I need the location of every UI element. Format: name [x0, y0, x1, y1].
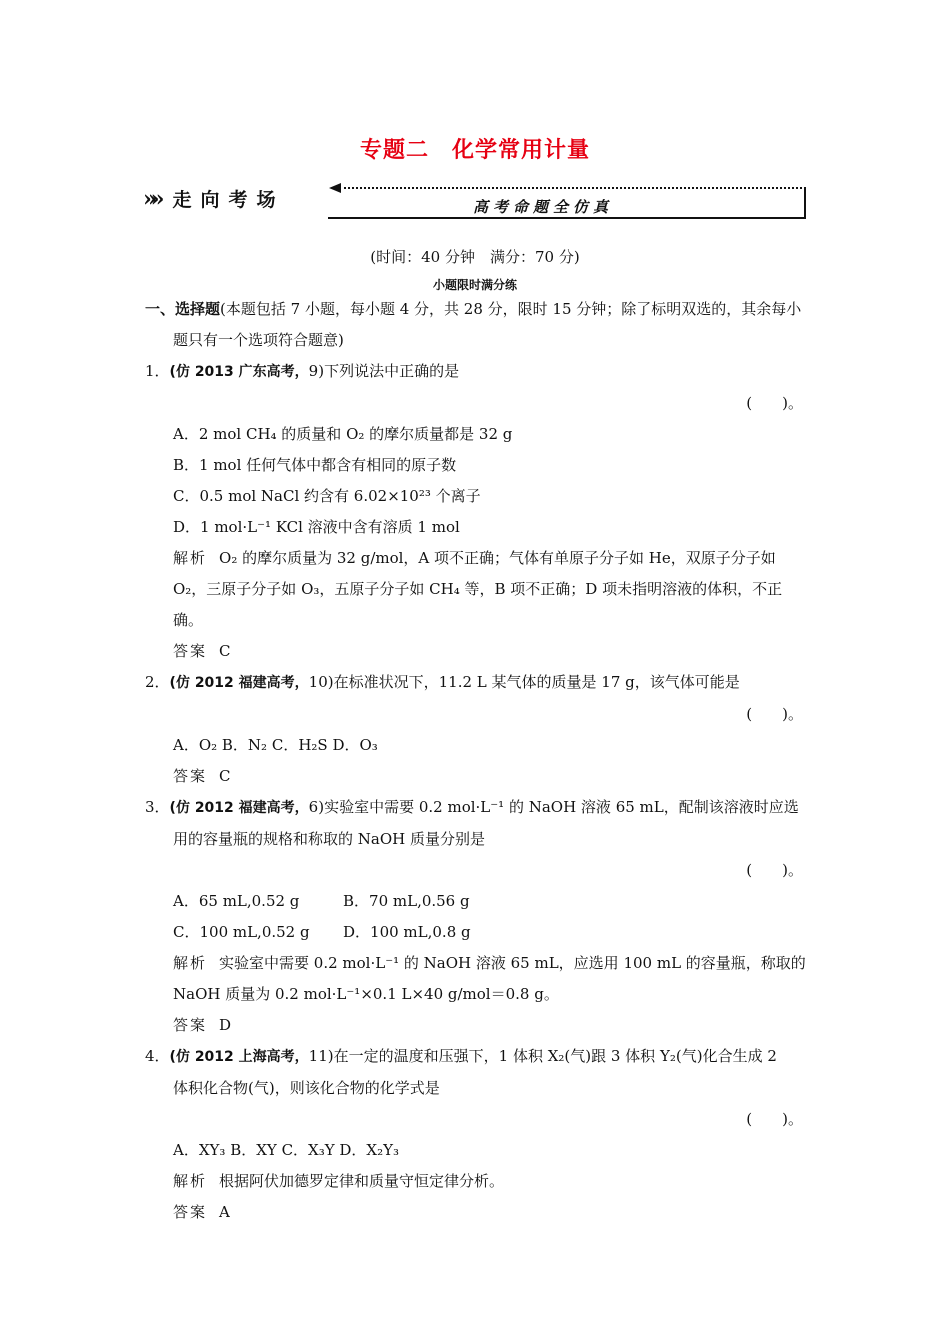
- question-3: [145, 792, 807, 824]
- question-text: 实验室中需要 0.2 mol·L⁻¹ 的 NaOH 溶液 65 mL，配制该溶液时应选: [324, 798, 799, 816]
- question-source-num: 11): [308, 1047, 334, 1065]
- question-text-cont: 用的容量瓶的规格和称取的 NaOH 质量分别是: [173, 830, 485, 848]
- page-title: 专题二 化学常用计量: [359, 137, 590, 163]
- question-source-num: 10): [308, 673, 334, 691]
- answer: [145, 636, 807, 667]
- banner-subtitle: 高考命题全仿真: [473, 198, 614, 216]
- banner-heading: [143, 185, 285, 212]
- question-number: 4．: [145, 1047, 170, 1065]
- analysis-cont: 确。: [173, 611, 204, 629]
- answer-value: C: [219, 642, 231, 660]
- answer-value: C: [219, 767, 231, 785]
- options-row: A．O₂ B．N₂ C．H₂S D．O₃: [173, 736, 378, 754]
- exam-meta: (时间：40 分钟 满分：70 分): [370, 248, 580, 266]
- answer-label: 答案: [173, 767, 208, 785]
- answer-label: 答案: [173, 1016, 208, 1034]
- section-desc-cont: 题只有一个选项符合题意): [173, 331, 344, 349]
- answer: [145, 1197, 807, 1228]
- analysis-label: 解析: [173, 1172, 208, 1190]
- answer-paren: ( )。: [746, 861, 803, 879]
- answer: [145, 1010, 807, 1041]
- analysis-text: 根据阿伏加德罗定律和质量守恒定律分析。: [219, 1172, 505, 1190]
- question-source: (仿 2012 福建高考，: [169, 800, 309, 816]
- option-a: A．2 mol CH₄ 的质量和 O₂ 的摩尔质量都是 32 g: [173, 425, 513, 443]
- answer-value: A: [219, 1203, 230, 1221]
- analysis-text: 实验室中需要 0.2 mol·L⁻¹ 的 NaOH 溶液 65 mL，应选用 100 mL 的容量瓶，称取的: [219, 954, 806, 972]
- answer-value: D: [219, 1016, 232, 1034]
- question-text: 在标准状况下，11.2 L 某气体的质量是 17 g，该气体可能是: [333, 673, 740, 691]
- section-heading: [145, 294, 807, 325]
- option-d: D．1 mol·L⁻¹ KCl 溶液中含有溶质 1 mol: [173, 518, 460, 536]
- answer-label: 答案: [173, 1203, 208, 1221]
- double-chevron-icon: »»: [143, 185, 159, 212]
- option-d: D．100 mL,0.8 g: [343, 923, 471, 941]
- option-b: B．1 mol 任何气体中都含有相同的原子数: [173, 456, 457, 474]
- question-text-cont: 体积化合物(气)，则该化合物的化学式是: [173, 1079, 440, 1097]
- question-list: [145, 294, 807, 1228]
- analysis-text: O₂ 的摩尔质量为 32 g/mol，A 项不正确；气体有单原子分子如 He，双原子分子如: [219, 549, 776, 567]
- question-source: (仿 2013 广东高考，: [169, 364, 309, 380]
- banner-title: 走向考场: [172, 189, 285, 211]
- options-row: A．XY₃ B．XY C．X₃Y D．X₂Y₃: [173, 1141, 400, 1159]
- answer-label: 答案: [173, 642, 208, 660]
- answer-paren: ( )。: [746, 1110, 803, 1128]
- option-c: C．0.5 mol NaCl 约含有 6.02×10²³ 个离子: [173, 487, 481, 505]
- question-4: [145, 1041, 807, 1073]
- question-number: 1．: [145, 362, 170, 380]
- section-title: 一、选择题: [145, 300, 221, 318]
- section-desc: (本题包括 7 小题，每小题 4 分，共 28 分，限时 15 分钟；除了标明双选的，其余每小: [220, 300, 802, 318]
- analysis: [145, 543, 807, 574]
- question-text: 在一定的温度和压强下，1 体积 X₂(气)跟 3 体积 Y₂(气)化合生成 2: [333, 1047, 777, 1065]
- analysis: [145, 948, 807, 979]
- options-row: [145, 886, 807, 917]
- option-c: C．100 mL,0.52 g: [173, 923, 310, 941]
- answer-paren: ( )。: [746, 705, 803, 723]
- question-1: [145, 356, 807, 388]
- question-source-num: 6): [308, 798, 325, 816]
- question-2: [145, 667, 807, 699]
- question-source: (仿 2012 上海高考，: [169, 1049, 309, 1065]
- analysis-label: 解析: [173, 954, 208, 972]
- option-a: A．65 mL,0.52 g: [173, 892, 300, 910]
- question-source-num: 9): [308, 362, 325, 380]
- section-banner: [143, 180, 808, 222]
- question-text: 下列说法中正确的是: [324, 362, 460, 380]
- question-number: 2．: [145, 673, 170, 691]
- option-b: B．70 mL,0.56 g: [343, 892, 470, 910]
- options-row: [145, 917, 807, 948]
- question-source: (仿 2012 福建高考，: [169, 675, 309, 691]
- answer: [145, 761, 807, 792]
- answer-paren: ( )。: [746, 394, 803, 412]
- analysis-cont: O₂，三原子分子如 O₃，五原子分子如 CH₄ 等，B 项不正确；D 项未指明溶液的体积，不正: [173, 580, 783, 598]
- question-number: 3．: [145, 798, 170, 816]
- subheading: 小题限时满分练: [432, 278, 517, 292]
- analysis-label: 解析: [173, 549, 208, 567]
- analysis: [145, 1166, 807, 1197]
- analysis-cont: NaOH 质量为 0.2 mol·L⁻¹×0.1 L×40 g/mol＝0.8 g。: [173, 985, 559, 1003]
